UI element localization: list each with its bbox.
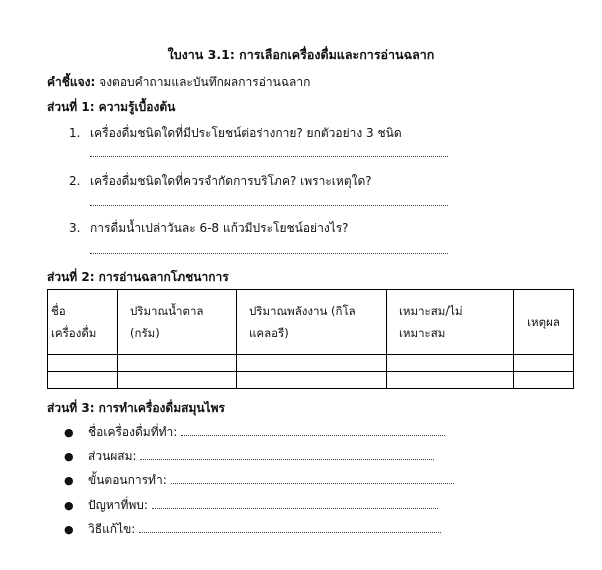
page-title: ใบงาน 3.1: การเลือกเครื่องดื่มและการอ่านฉลาก [167, 47, 435, 62]
header-drink-name: ชื่อ เครื่องดื่ม [48, 290, 118, 355]
fill-line[interactable] [152, 498, 438, 509]
fill-line[interactable] [181, 425, 445, 436]
table-cell[interactable] [48, 372, 118, 389]
list-item: ● ส่วนผสม: [64, 447, 434, 466]
fill-line[interactable] [140, 449, 434, 460]
table-cell[interactable] [237, 372, 387, 389]
header-energy: ปริมาณพลังงาน (กิโล แคลอรี) [237, 290, 387, 355]
list-item: ● ปัญหาที่พบ: [64, 496, 438, 515]
table-cell[interactable] [387, 372, 514, 389]
answer-line-3[interactable] [90, 253, 448, 254]
question-text: การดื่มน้ำเปล่าวันละ 6-8 แก้วมีประโยชน์อย่างไร? [90, 221, 349, 235]
list-item: ● วิธีแก้ไข: [64, 520, 441, 539]
question-1 [69, 124, 402, 143]
instruction-label: คำชี้แจง: [47, 75, 96, 89]
question-text: เครื่องดื่มชนิดใดที่มีประโยชน์ต่อร่างกาย? ยกตัวอย่าง 3 ชนิด [90, 126, 402, 140]
nutrition-table [47, 289, 574, 389]
list-item: ● ขั้นตอนการทำ: [64, 471, 454, 490]
bullet-icon: ● [64, 523, 74, 536]
fill-line[interactable] [139, 522, 441, 533]
table-row[interactable] [48, 355, 574, 372]
bullet-icon: ● [64, 499, 74, 512]
question-3 [69, 219, 349, 238]
header-sugar: ปริมาณน้ำตาล (กรัม) [118, 290, 237, 355]
answer-line-1[interactable] [90, 156, 448, 157]
question-number: 3. [69, 221, 81, 235]
instruction-text: จงตอบคำถามและบันทึกผลการอ่านฉลาก [95, 75, 311, 89]
table-cell[interactable] [118, 372, 237, 389]
table-cell[interactable] [514, 355, 574, 372]
answer-line-2[interactable] [90, 205, 448, 206]
part1-heading: ส่วนที่ 1: ความรู้เบื้องต้น [47, 100, 176, 114]
table-cell[interactable] [514, 372, 574, 389]
table-cell[interactable] [387, 355, 514, 372]
question-number: 2. [69, 174, 81, 188]
bullet-icon: ● [64, 450, 74, 463]
fill-line[interactable] [171, 473, 454, 484]
table-cell[interactable] [48, 355, 118, 372]
header-suitable: เหมาะสม/ไม่ เหมาะสม [387, 290, 514, 355]
list-item: ● ชื่อเครื่องดื่มที่ทำ: [64, 423, 445, 442]
header-reason: เหตุผล [514, 290, 574, 355]
part3-heading: ส่วนที่ 3: การทำเครื่องดื่มสมุนไพร [47, 401, 225, 415]
table-cell[interactable] [118, 355, 237, 372]
question-text: เครื่องดื่มชนิดใดที่ควรจำกัดการบริโภค? เพราะเหตุใด? [90, 174, 372, 188]
bullet-icon: ● [64, 474, 74, 487]
table-cell[interactable] [237, 355, 387, 372]
part2-heading: ส่วนที่ 2: การอ่านฉลากโภชนาการ [47, 270, 229, 284]
table-header-row [48, 290, 574, 355]
instruction [47, 73, 310, 92]
question-2 [69, 172, 372, 191]
bullet-icon: ● [64, 426, 74, 439]
table-row[interactable] [48, 372, 574, 389]
question-number: 1. [69, 126, 81, 140]
